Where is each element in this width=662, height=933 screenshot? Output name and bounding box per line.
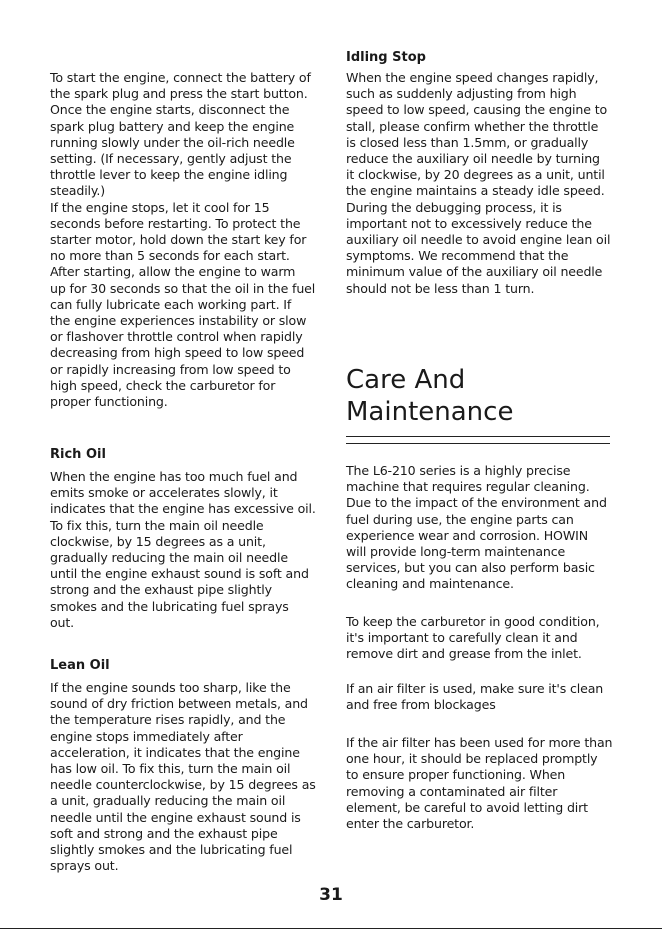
lean-oil-paragraph: If the engine sounds too sharp, like the sound of dry friction between metals, and the temperature rises rapidly, and the engine stops immediately after acceleration, it indicates that the engine has low oil. To fix this, turn the main oil needle counterclockwise, by 15 degrees as a unit, gradually reducing the main oil needle until the engine exhaust sound is soft and strong and the exhaust pipe slightly smokes and the lubricating fuel sprays out. xyxy=(50,680,316,874)
care-maintenance-title: Care And Maintenance xyxy=(346,365,514,427)
title-rule-bottom xyxy=(346,443,610,444)
idling-stop-heading: Idling Stop xyxy=(346,50,426,65)
lean-oil-heading: Lean Oil xyxy=(50,658,110,673)
care-paragraph-2: To keep the carburetor in good condition, it's important to carefully clean it and remove dirt and grease from the inlet. xyxy=(346,614,600,662)
title-rule-top xyxy=(346,436,610,437)
engine-start-paragraph: To start the engine, connect the battery of the spark plug and press the start button. Once the engine starts, disconnect the spark plug battery and keep the engine running slowly under the oil-rich needle setting. (If necessary, gently adjust the throttle lever to keep the engine idling steadily.) If the engine stops, let it cool for 15 seconds before restarting. To protect the starter motor, hold down the start key for no more than 5 seconds for each start. After starting, allow the engine to warm up for 30 seconds so that the oil in the fuel can fully lubricate each working part. If the engine experiences instability or slow or flashover throttle control when rapidly decreasing from high speed to low speed or rapidly increasing from low speed to high speed, check the carburetor for proper functioning. xyxy=(50,70,316,410)
care-paragraph-4: If the air filter has been used for more than one hour, it should be replaced promptly to ensure proper functioning. When removing a contaminated air filter element, be careful to avoid letting dirt enter the carburetor. xyxy=(346,735,613,832)
page-number: 31 xyxy=(319,885,343,905)
idling-stop-paragraph: When the engine speed changes rapidly, such as suddenly adjusting from high speed to low speed, causing the engine to stall, please confirm whether the throttle is closed less than 1.5mm, or gradually reduce the auxiliary oil needle by turning it clockwise, by 20 degrees as a unit, until the engine maintains a steady idle speed. During the debugging process, it is important not to excessively reduce the auxiliary oil needle to avoid engine lean oil symptoms. We recommend that the minimum value of the auxiliary oil needle should not be less than 1 turn. xyxy=(346,70,611,296)
rich-oil-heading: Rich Oil xyxy=(50,447,106,462)
care-paragraph-3: If an air filter is used, make sure it's clean and free from blockages xyxy=(346,681,604,713)
rich-oil-paragraph: When the engine has too much fuel and emits smoke or accelerates slowly, it indicates that the engine has excessive oil. To fix this, turn the main oil needle clockwise, by 15 degrees as a unit, gradually reducing the main oil needle until the engine exhaust sound is soft and strong and the exhaust pipe slightly smokes and the lubricating fuel sprays out. xyxy=(50,469,316,630)
care-paragraph-1: The L6-210 series is a highly precise machine that requires regular cleaning. Due to the impact of the environment and fuel during use, the engine parts can experience wear and corrosion. HOWIN will provide long-term maintenance services, but you can also perform basic cleaning and maintenance. xyxy=(346,463,607,592)
page-bottom-border xyxy=(0,928,662,929)
